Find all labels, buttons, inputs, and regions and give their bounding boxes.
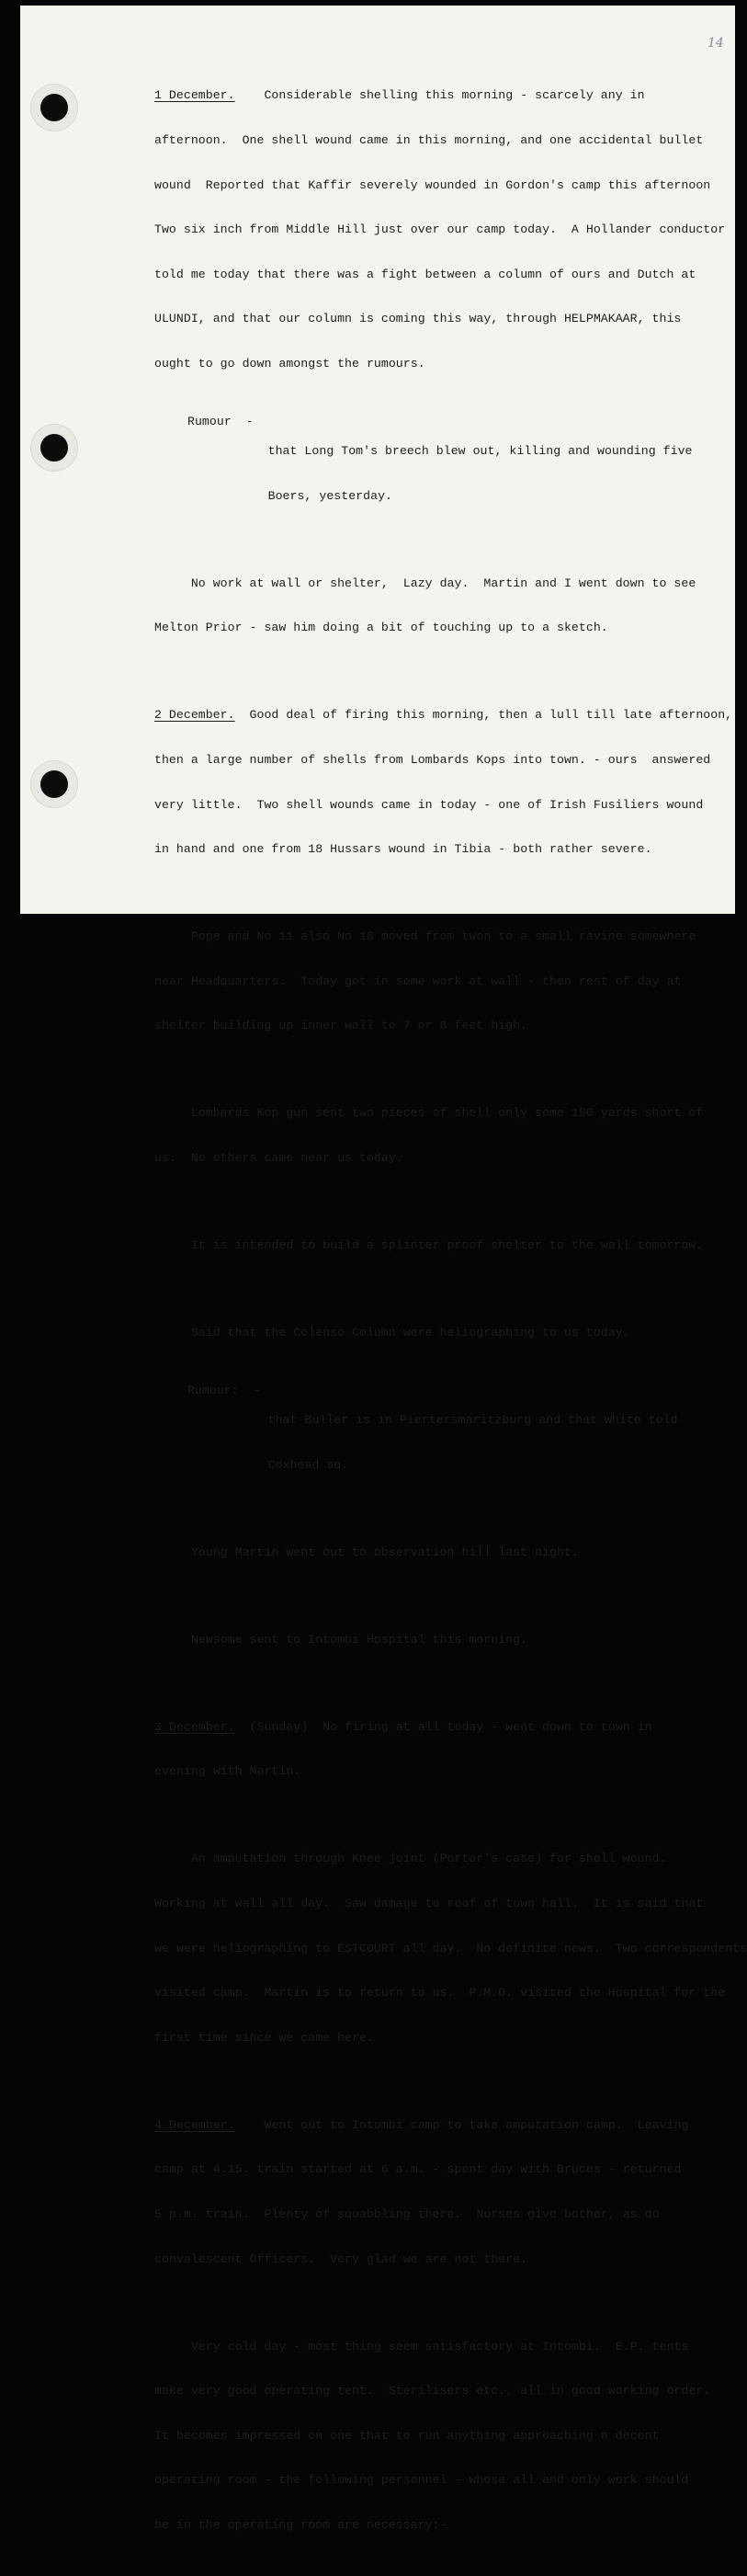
- paragraph: Young Martin went out to observation hill last night.: [154, 1544, 579, 1559]
- entry-date: 2 December.: [154, 708, 235, 723]
- paragraph: No work at wall or shelter, Lazy day. Martin and I went down to see Melton Prior - saw him doing a bit of touching up to a sketch.: [154, 576, 696, 635]
- entry-date: 4 December.: [154, 2117, 235, 2132]
- rumour-paragraph: Rumour: - that Buller is in Piertersmaritzburg and that White told Coxhead so.: [187, 1383, 678, 1472]
- entry-4-december: 4 December. Went out to Intombi camp to take amputation camp. Leaving camp at 4.15. train started at 6 a.m. - spent day with Bruces - returned 5 p.m. train. Plenty of squabbling there. Nurses give bother, as do convalescent Officers. Very glad we are not there.: [154, 2117, 689, 2266]
- paragraph: It is intended to build a splinter proof shelter to the wall tomorrow.: [154, 1238, 704, 1253]
- punch-hole: [31, 85, 77, 131]
- punch-hole: [31, 425, 77, 471]
- punch-hole: [31, 761, 77, 807]
- paragraph: Lombards Kop gun sent two pieces of shell only some 150 yards short of us. No others came near us today.: [154, 1106, 704, 1166]
- entry-1-december: 1 December. Considerable shelling this morning - scarcely any in afternoon. One shell wound came in this morning, and one accidental bullet wound Reported that Kaffir severely wounded in Gordon's camp this afternoon Two six inch from Middle Hill just over our camp today. A Hollander conductor told me today that there was a fight between a column of ours and Dutch at ULUNDI, and that our column is coming this way, through HELPMAKAAR, this ought to go down amongst the rumours.: [154, 88, 726, 371]
- paragraph: Pope and No 11 also No 18 moved from twon to a small ravine somewhere near Headquarters. Today got in some work at wall - then rest of day at shelter building up inner wall to 7 or 8 feet high.: [154, 929, 696, 1033]
- diary-text: [154, 59, 747, 2576]
- paragraph: Very cold day - most thing seem satisfactory at Intombi. E.P. tents make very good operating tent. Sterilisers etc., all in good working order. It becomes impressed on one that to run anything approaching a decent operating room - the following personnel - whose all and only work should be in the operating room are necessary:-: [154, 2339, 711, 2533]
- paragraph: Newsome sent to Intombi Hospital this morning.: [154, 1632, 528, 1647]
- entry-3-december: 3 December. (Sunday) No firing at all today - went down to town in evening with Martin.: [154, 1719, 652, 1779]
- rumour-paragraph: Rumour - that Long Tom's breech blew out, killing and wounding five Boers, yesterday.: [187, 414, 693, 503]
- entry-2-december: 2 December. Good deal of firing this morning, then a lull till late afternoon, then a large number of shells from Lombards Kops into town. - ours answered very little. Two shell wounds came in today - one of Irish Fusiliers wound in hand and one from 18 Hussars wound in Tibia - both rather severe.: [154, 708, 733, 857]
- paragraph: An amputation through Knee joint (Porter's case) for shell wound. Working at wall all day. Saw damage to roof of town hall. It is said that we were heliographing to ESTCOURT all day. No definite news. Two correspondents visited camp. Martin is to return to us. P.M.O. visited the Hospital for the first time since we came here.: [154, 1852, 747, 2045]
- page-number: 14: [707, 36, 724, 51]
- entry-date: 3 December.: [154, 1719, 235, 1734]
- paragraph: Said that the Colenso Column were heliographing to us today.: [154, 1326, 630, 1340]
- entry-date: 1 December.: [154, 88, 235, 103]
